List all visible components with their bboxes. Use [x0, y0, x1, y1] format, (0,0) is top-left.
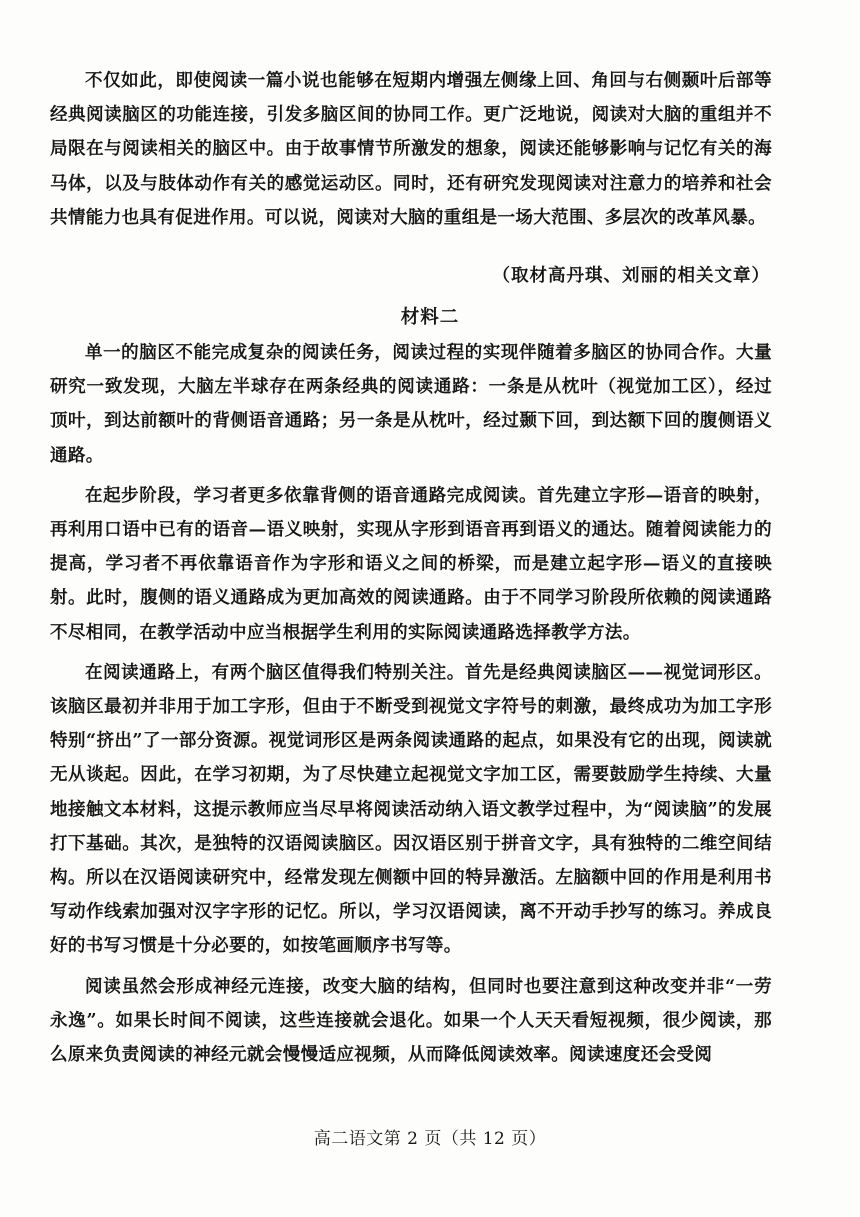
body-paragraph-3: 在阅读通路上，有两个脑区值得我们特别关注。首先是经典阅读脑区——视觉词形区。该脑区最初并非用于加工字形，但由于不断受到视觉文字符号的刺激，最终成功为加工字形特别“挤出”了一部分资源。视觉词形区是两条阅读通路的起点，如果没有它的出现，阅读就无从谈起。因此，在学习初期，为了尽快建立起视觉文字加工区，需要鼓励学生持续、大量地接触文本材料，这提示教师应当尽早将阅读活动纳入语文教学过程中，为“阅读脑”的发展打下基础。其次，是独特的汉语阅读脑区。因汉语区别于拼音文字，具有独特的二维空间结构。所以在汉语阅读研究中，经常发现左侧额中回的特异激活。左脑额中回的作用是利用书写动作线索加强对汉字字形的记忆。所以，学习汉语阅读，离不开动手抄写的练习。养成良好的书写习惯是十分必要的，如按笔画顺序书写等。: [50, 662, 772, 957]
material-two-body: [50, 336, 772, 1072]
source-note: （取材高丹琪、刘丽的相关文章）: [492, 266, 770, 286]
body-paragraph-2: 在起步阶段，学习者更多依靠背侧的语音通路完成阅读。首先建立字形—语音的映射，再利用口语中已有的语音—语义映射，实现从字形到语音再到语义的通达。随着阅读能力的提高，学习者不再依靠语音作为字形和语义之间的桥梁，而是建立起字形—语义的直接映射。此时，腹侧的语义通路成为更加高效的阅读通路。由于不同学习阶段所依赖的阅读通路不尽相同，在教学活动中应当根据学生利用的实际阅读通路选择教学方法。: [50, 485, 772, 643]
section-title: 材料二: [400, 307, 460, 328]
body-paragraph-1: 单一的脑区不能完成复杂的阅读任务，阅读过程的实现伴随着多脑区的协同合作。大量研究一致发现，大脑左半球存在两条经典的阅读通路：一条是从枕叶（视觉加工区），经过顶叶，到达前额叶的背侧语音通路；另一条是从枕叶，经过颞下回，到达额下回的腹侧语义通路。: [50, 343, 772, 466]
page-footer: 高二语文第 2 页（共 12 页）: [313, 1129, 547, 1149]
material-one-closing: [50, 64, 772, 235]
body-paragraph-4: 阅读虽然会形成神经元连接，改变大脑的结构，但同时也要注意到这种改变并非“一劳永逸”。如果长时间不阅读，这些连接就会退化。如果一个人天天看短视频，很少阅读，那么原来负责阅读的神经元就会慢慢适应视频，从而降低阅读效率。阅读速度还会受阅: [50, 976, 772, 1066]
intro-paragraph: 不仅如此，即使阅读一篇小说也能够在短期内增强左侧缘上回、角回与右侧颞叶后部等经典阅读脑区的功能连接，引发多脑区间的协同工作。更广泛地说，阅读对大脑的重组并不局限在与阅读相关的脑区中。由于故事情节所激发的想象，阅读还能够影响与记忆有关的海马体，以及与肢体动作有关的感觉运动区。同时，还有研究发现阅读对注意力的培养和社会共情能力也具有促进作用。可以说，阅读对大脑的重组是一场大范围、多层次的改革风暴。: [50, 71, 772, 228]
